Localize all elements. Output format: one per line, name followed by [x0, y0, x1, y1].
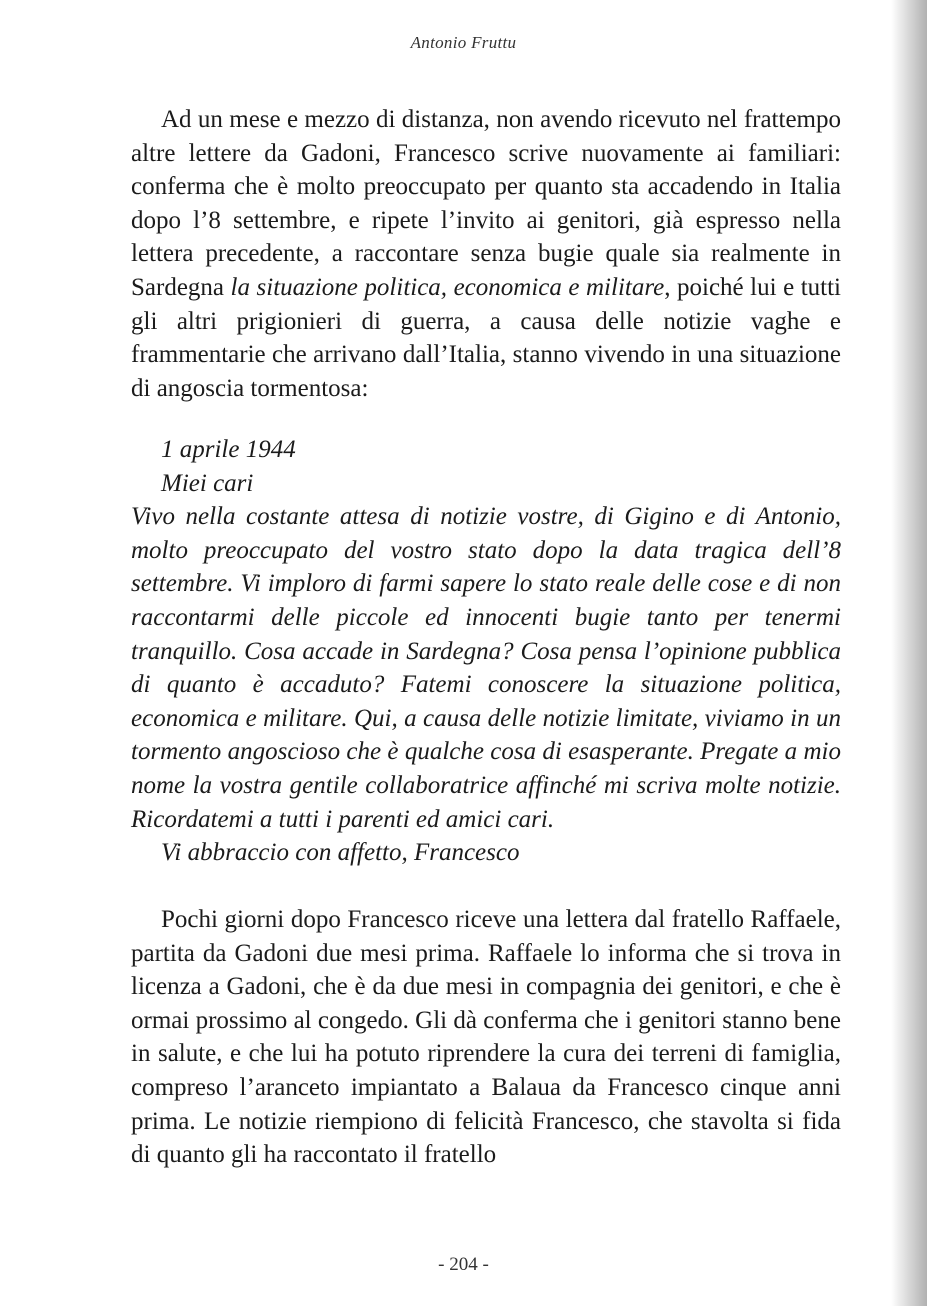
spine-shadow	[891, 0, 927, 1306]
letter-date: 1 aprile 1944	[161, 436, 296, 463]
page-number: - 204 -	[438, 1254, 489, 1275]
letter-body: Vivo nella costante attesa di notizie vostre, di Gigino e di Antonio, molto preoccupato del vostro stato dopo la data tragica dell’8 settembre. Vi imploro di farmi sapere lo stato reale delle cose e di non raccontarmi delle piccole ed innocenti bugie tanto per tenermi tranquillo. Cosa accade in Sardegna? Cosa pensa l’opinione pubblica di quanto è accaduto? Fatemi conoscere la situazione politica, economica e militare. Qui, a causa delle notizie limitate, viviamo in un tormento angoscioso che è qualche cosa di esasperante. Pregate a mio nome la vostra gentile collaboratrice affinché mi scriva molte notizie. Ricordatemi a tutti i parenti ed amici cari.	[131, 503, 841, 833]
quoted-letter	[131, 433, 841, 870]
paragraph-intro-text-a: Ad un mese e mezzo di distanza, non avendo ricevuto nel frattempo altre lettere da Gadoni, Francesco scrive nuovamente ai familiari: conferma che è molto preoccupato per quanto sta accadendo in Italia dopo l’8 settembre, e ripete l’invito ai genitori, già espresso nella lettera precedente, a raccontare senza bugie quale sia realmente in Sardegna	[131, 106, 841, 301]
running-header: Antonio Fruttu	[410, 33, 517, 52]
paragraph-intro	[131, 103, 841, 405]
paragraph-intro-text-b: , poiché lui e tutti gli altri prigionieri di guerra, a causa delle notizie vaghe e frammentarie che arrivano dall’Italia, stanno vivendo in una situazione di angoscia tormentosa:	[131, 273, 841, 402]
letter-salutation: Miei cari	[161, 469, 254, 497]
letter-closing: Vi abbraccio con affetto, Francesco	[161, 839, 520, 867]
paragraph-intro-italic-quote: la situazione politica, economica e militare	[230, 273, 665, 301]
paragraph-continuation: Pochi giorni dopo Francesco riceve una lettera dal fratello Raffaele, partita da Gadoni due mesi prima. Raffaele lo informa che si trova in licenza a Gadoni, che è da due mesi in compagnia dei genitori, e che è ormai prossimo al congedo. Gli dà conferma che i genitori stanno bene in salute, e che lui ha potuto riprendere la cura dei terreni di famiglia, compreso l’aranceto impiantato a Balaua da Francesco cinque anni prima. Le notizie riempiono di felicità Francesco, che stavolta si fida di quanto gli ha raccontato il fratello	[131, 906, 841, 1169]
